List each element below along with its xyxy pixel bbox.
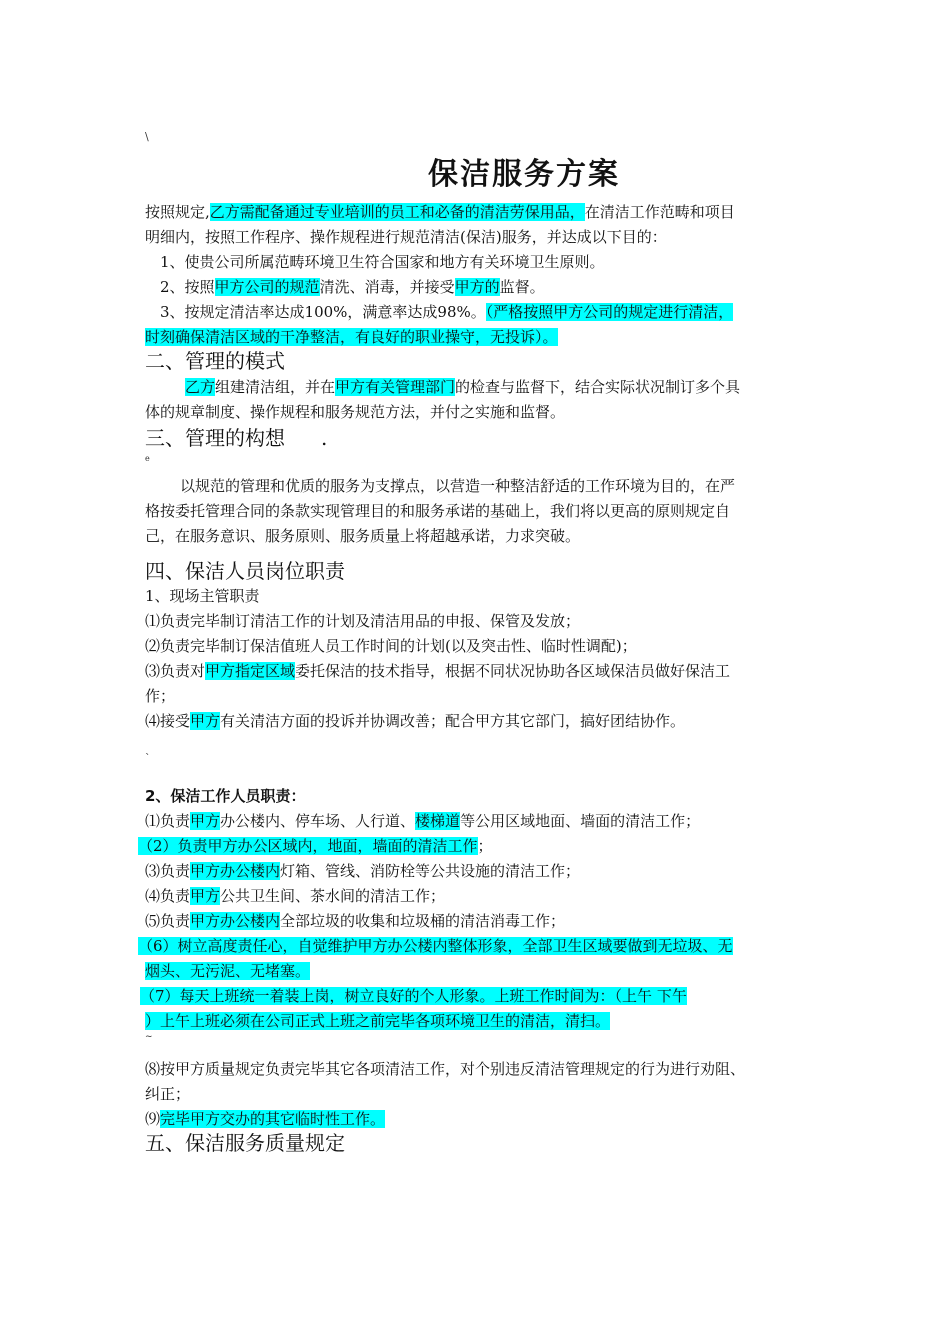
doc-title: 保洁服务方案 — [428, 157, 620, 192]
supervisor-duty-3-cont: 作； — [145, 687, 176, 705]
staff-duty-6-cont: 烟头、无污泥、无堵塞。 — [145, 962, 311, 980]
section-2-para-1: 乙方组建清洁组，并在甲方有关管理部门的检查与监督下，结合实际状况制订多个具 — [185, 378, 741, 396]
staff-duty-8: ⑻按甲方质量规定负责完毕其它各项清洁工作，对个别违反清洁管理规定的行为进行劝阻、 — [145, 1060, 746, 1078]
supervisor-duty-2: ⑵负责完毕制订保洁值班人员工作时间的计划(以及突击性、临时性调配)； — [145, 637, 637, 655]
intro-line-2: 明细内，按照工作程序、操作规程进行规范清洁(保洁)服务，并达成以下目的： — [145, 228, 667, 246]
staff-duty-3: ⑶负责甲方办公楼内灯箱、管线、消防栓等公共设施的清洁工作； — [145, 862, 581, 880]
staff-duty-7-cont: ）上午上班必须在公司正式上班之前完毕各项环境卫生的清洁，清扫。 — [145, 1012, 611, 1030]
goal-3-cont: 时刻确保清洁区域的干净整洁，有良好的职业操守，无投诉）。 — [145, 328, 558, 346]
staff-duty-8-cont: 纠正； — [145, 1085, 191, 1103]
goal-1: 1、使贵公司所属范畴环境卫生符合国家和地方有关环境卫生原则。 — [160, 253, 605, 271]
section-3-para-2: 格按委托管理合同的条款实现管理目的和服务承诺的基础上，我们将以更高的原则规定自 — [145, 502, 731, 520]
goal-2: 2、按照甲方公司的规范清洗、消毒，并接受甲方的监督。 — [160, 278, 545, 296]
supervisor-duty-4: ⑷接受甲方有关清洁方面的投诉并协调改善；配合甲方其它部门，搞好团结协作。 — [145, 712, 686, 730]
supervisor-duty-1: ⑴负责完毕制订清洁工作的计划及清洁用品的申报、保管及发放； — [145, 612, 581, 630]
stray-mark-4: ~ — [145, 1032, 153, 1042]
staff-duty-7: （7）每天上班统一着装上岗，树立良好的个人形象。上班工作时间为：（上午 下午 — [140, 987, 687, 1005]
staff-duty-6: （6）树立高度责任心，自觉维护甲方办公楼内整体形象，全部卫生区域要做到无垃圾、无 — [138, 937, 733, 955]
section-2-heading: 二、管理的模式 — [145, 349, 285, 373]
section-3-para-3: 己，在服务意识、服务原则、服务质量上将超越承诺，力求突破。 — [145, 527, 581, 545]
staff-duty-4: ⑷负责甲方公共卫生间、茶水间的清洁工作； — [145, 887, 446, 905]
staff-duty-5: ⑸负责甲方办公楼内全部垃圾的收集和垃圾桶的清洁消毒工作； — [145, 912, 566, 930]
section-3-para-1: 以规范的管理和优质的服务为支撑点，以营造一种整洁舒适的工作环境为目的，在严 — [180, 477, 736, 495]
section-3-heading: 三、管理的构想 . — [145, 426, 328, 450]
stray-mark-3: ` — [145, 752, 151, 765]
section-5-heading: 五、保洁服务质量规定 — [145, 1131, 345, 1155]
intro-line-1: 按照规定,乙方需配备通过专业培训的员工和必备的清洁劳保用品，在清洁工作范畴和项目 — [145, 203, 735, 221]
supervisor-duty-3: ⑶负责对甲方指定区域委托保洁的技术指导，根据不同状况协助各区域保洁员做好保洁工 — [145, 662, 731, 680]
section-2-para-2: 体的规章制度、操作规程和服务规范方法，并付之实施和监督。 — [145, 403, 566, 421]
section-4-heading: 四、保洁人员岗位职责 — [145, 559, 345, 583]
staff-duty-2: （2）负责甲方办公区域内，地面，墙面的清洁工作； — [138, 837, 493, 855]
section-4-sub-2: 2、保洁工作人员职责： — [145, 787, 306, 805]
stray-mark: \ — [145, 130, 149, 143]
staff-duty-9: ⑼完毕甲方交办的其它临时性工作。 — [145, 1110, 386, 1128]
staff-duty-1: ⑴负责甲方办公楼内、停车场、人行道、楼梯道等公用区域地面、墙面的清洁工作； — [145, 812, 701, 830]
goal-3: 3、按规定清洁率达成100%，满意率达成98%。（严格按照甲方公司的规定进行清洁， — [160, 303, 734, 321]
stray-mark-2: e — [145, 454, 150, 463]
section-4-sub-1: 1、现场主管职责 — [145, 587, 260, 605]
